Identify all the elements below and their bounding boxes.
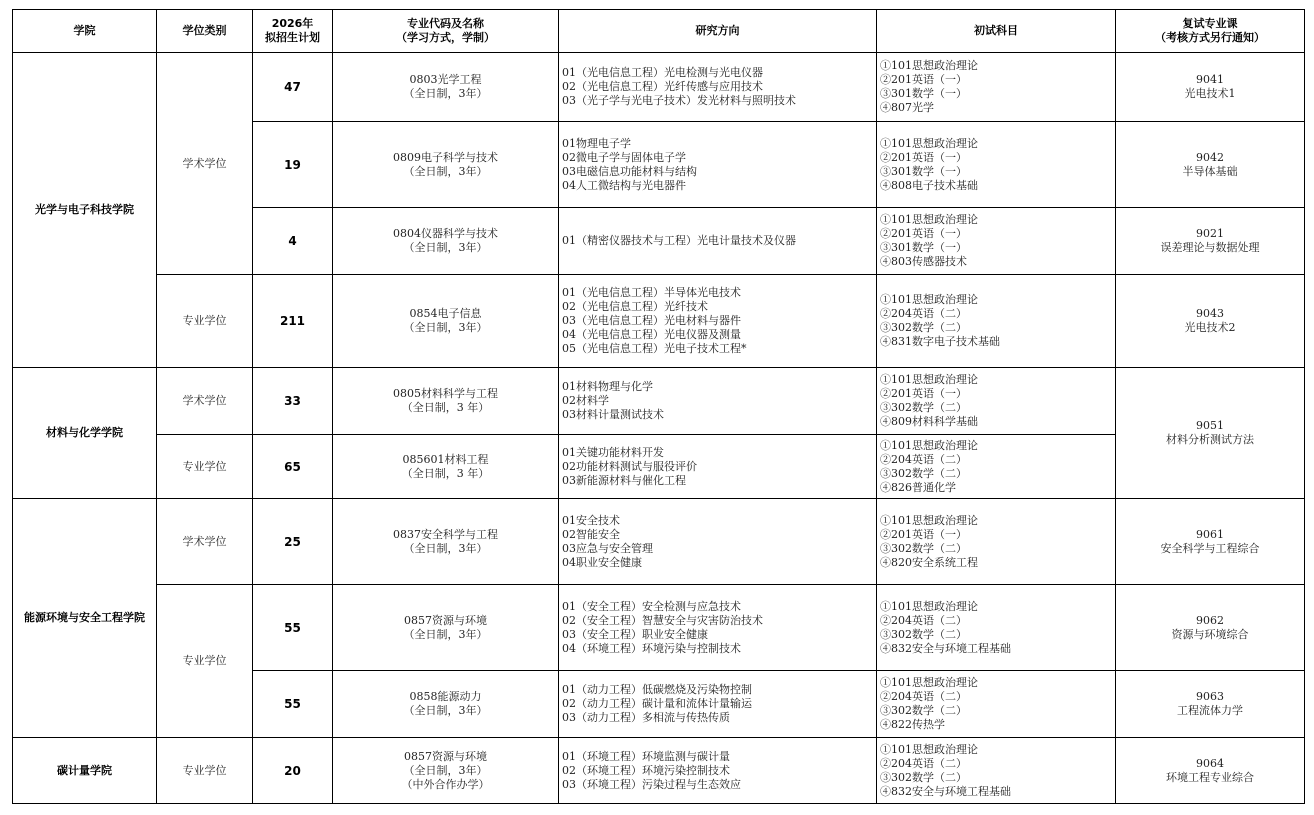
- major-line: 085601材料工程: [402, 452, 489, 466]
- table-row: [13, 585, 1305, 671]
- retest-line: 9051: [1196, 419, 1224, 432]
- exam-line: ④803传感器技术: [880, 255, 967, 268]
- retest-cell: [1116, 368, 1305, 499]
- degree-type-cell: 学术学位: [157, 499, 253, 585]
- major-cell: [333, 368, 559, 435]
- direction-cell: [559, 499, 877, 585]
- major-line: 0854电子信息: [409, 307, 482, 320]
- major-line: 0857资源与环境: [404, 749, 487, 763]
- college-cell: 光学与电子科技学院: [13, 53, 157, 368]
- plan-count-cell: 55: [253, 671, 333, 738]
- retest-line: 资源与环境综合: [1171, 627, 1249, 641]
- admissions-table: [12, 9, 1305, 804]
- major-line: 0858能源动力: [409, 690, 482, 703]
- table-row: [13, 368, 1305, 435]
- direction-line: 04人工微结构与光电器件: [562, 178, 686, 192]
- direction-line: 01材料物理与化学: [562, 380, 653, 393]
- exam-line: ③302数学（二）: [880, 627, 967, 641]
- direction-line: 03（光电信息工程）光电材料与器件: [562, 314, 741, 327]
- exam-line: ③301数学（一）: [880, 241, 967, 254]
- exam-line: ②201英语（一）: [880, 227, 967, 240]
- exam-line: ①101思想政治理论: [880, 438, 978, 452]
- header-college: 学院: [13, 10, 157, 53]
- exam-line: ②201英语（一）: [880, 527, 967, 541]
- exam-line: ③302数学（二）: [880, 541, 967, 555]
- exam-cell: [877, 435, 1116, 499]
- retest-line: 半导体基础: [1182, 164, 1238, 178]
- direction-cell: [559, 275, 877, 368]
- header-row: [13, 10, 1305, 53]
- header-direction: 研究方向: [559, 10, 877, 53]
- header-retest: 复试专业课 （考核方式另行通知）: [1116, 10, 1305, 53]
- direction-line: 02（光电信息工程）光纤传感与应用技术: [562, 80, 763, 93]
- retest-line: 9061: [1196, 527, 1224, 541]
- degree-type-cell: 专业学位: [157, 585, 253, 738]
- major-line: （全日制，3 年）: [401, 466, 490, 480]
- exam-line: ④832安全与环境工程基础: [880, 784, 1011, 798]
- exam-line: ④807光学: [880, 101, 934, 114]
- major-line: （全日制，3年）: [403, 164, 488, 178]
- direction-line: 02（动力工程）碳计量和流体计量输运: [562, 697, 752, 710]
- header-major: 专业代码及名称 （学习方式，学制）: [333, 10, 559, 53]
- retest-line: 9064: [1196, 756, 1224, 770]
- direction-line: 03（动力工程）多相流与传热传质: [562, 711, 730, 724]
- exam-line: ①101思想政治理论: [880, 293, 978, 306]
- plan-count-cell: 20: [253, 738, 333, 804]
- admissions-table-sheet: [12, 9, 1304, 802]
- direction-line: 01安全技术: [562, 513, 620, 527]
- header-degree-type: 学位类别: [157, 10, 253, 53]
- plan-count-cell: 55: [253, 585, 333, 671]
- direction-line: 03（光子学与光电子技术）发光材料与照明技术: [562, 94, 796, 107]
- direction-line: 01（光电信息工程）半导体光电技术: [562, 286, 741, 299]
- table-row: [13, 53, 1305, 122]
- major-line: （全日制，3年）: [403, 541, 488, 555]
- direction-line: 03材料计量测试技术: [562, 408, 664, 421]
- direction-line: 01物理电子学: [562, 136, 631, 150]
- exam-line: ②204英语（二）: [880, 690, 967, 703]
- exam-cell: [877, 275, 1116, 368]
- plan-count-cell: 19: [253, 122, 333, 208]
- exam-line: ④831数字电子技术基础: [880, 335, 1000, 348]
- retest-line: 材料分析测试方法: [1166, 433, 1254, 446]
- retest-line: 9042: [1196, 150, 1224, 164]
- degree-type-cell: 专业学位: [157, 275, 253, 368]
- retest-line: 误差理论与数据处理: [1160, 241, 1260, 254]
- exam-line: ④832安全与环境工程基础: [880, 641, 1011, 655]
- direction-line: 02功能材料测试与服役评价: [562, 459, 697, 473]
- major-line: （全日制，3年）: [403, 627, 488, 641]
- plan-count-cell: 25: [253, 499, 333, 585]
- retest-cell: [1116, 738, 1305, 804]
- table-row: [13, 738, 1305, 804]
- major-cell: [333, 208, 559, 275]
- major-line: 0809电子科学与技术: [393, 150, 498, 164]
- exam-line: ③302数学（二）: [880, 321, 967, 334]
- exam-line: ①101思想政治理论: [880, 513, 978, 527]
- direction-line: 02（光电信息工程）光纤技术: [562, 300, 708, 313]
- retest-cell: [1116, 122, 1305, 208]
- direction-line: 03电磁信息功能材料与结构: [562, 164, 697, 178]
- exam-line: ①101思想政治理论: [880, 373, 978, 386]
- major-line: （中外合作办学）: [401, 777, 490, 791]
- exam-line: ①101思想政治理论: [880, 59, 978, 72]
- exam-line: ③302数学（二）: [880, 770, 967, 784]
- direction-line: 02智能安全: [562, 527, 620, 541]
- direction-line: 02材料学: [562, 394, 609, 407]
- direction-cell: [559, 208, 877, 275]
- retest-cell: [1116, 671, 1305, 738]
- plan-count-cell: 33: [253, 368, 333, 435]
- major-line: （全日制，3年）: [403, 704, 488, 717]
- direction-line: 05（光电信息工程）光电子技术工程*: [562, 342, 747, 355]
- exam-line: ①101思想政治理论: [880, 213, 978, 226]
- table-row: [13, 499, 1305, 585]
- exam-line: ①101思想政治理论: [880, 599, 978, 613]
- header-exam: 初试科目: [877, 10, 1116, 53]
- direction-line: 04（环境工程）环境污染与控制技术: [562, 641, 741, 655]
- exam-line: ④826普通化学: [880, 480, 956, 494]
- major-cell: [333, 435, 559, 499]
- exam-line: ③302数学（二）: [880, 466, 967, 480]
- exam-line: ②204英语（二）: [880, 452, 967, 466]
- direction-line: 04（光电信息工程）光电仪器及测量: [562, 328, 741, 341]
- major-line: （全日制，3年）: [403, 763, 488, 777]
- retest-line: 9021: [1196, 227, 1224, 240]
- direction-line: 03新能源材料与催化工程: [562, 473, 686, 487]
- major-line: 0857资源与环境: [404, 613, 487, 627]
- major-cell: [333, 585, 559, 671]
- direction-line: 04职业安全健康: [562, 555, 642, 569]
- degree-type-cell: 专业学位: [157, 435, 253, 499]
- plan-count-cell: 65: [253, 435, 333, 499]
- direction-line: 01（光电信息工程）光电检测与光电仪器: [562, 66, 763, 79]
- major-cell: [333, 122, 559, 208]
- direction-cell: [559, 585, 877, 671]
- degree-type-cell: 学术学位: [157, 53, 253, 275]
- exam-line: ③302数学（二）: [880, 401, 967, 414]
- exam-line: ②204英语（二）: [880, 756, 967, 770]
- exam-line: ②204英语（二）: [880, 613, 967, 627]
- major-cell: [333, 738, 559, 804]
- exam-line: ③302数学（二）: [880, 704, 967, 717]
- exam-line: ①101思想政治理论: [880, 676, 978, 689]
- exam-line: ④820安全系统工程: [880, 555, 978, 569]
- exam-line: ③301数学（一）: [880, 87, 967, 100]
- major-line: 0804仪器科学与技术: [393, 227, 498, 240]
- exam-line: ②204英语（二）: [880, 307, 967, 320]
- major-cell: [333, 671, 559, 738]
- plan-count-cell: 211: [253, 275, 333, 368]
- retest-cell: [1116, 53, 1305, 122]
- exam-cell: [877, 368, 1116, 435]
- exam-line: ①101思想政治理论: [880, 742, 978, 756]
- major-line: （全日制，3年）: [403, 241, 488, 254]
- direction-cell: [559, 368, 877, 435]
- direction-cell: [559, 122, 877, 208]
- table-row: [13, 435, 1305, 499]
- major-line: 0837安全科学与工程: [393, 527, 498, 541]
- retest-line: 安全科学与工程综合: [1160, 541, 1260, 555]
- exam-line: ②201英语（一）: [880, 387, 967, 400]
- direction-line: 03应急与安全管理: [562, 541, 653, 555]
- major-line: （全日制，3年）: [403, 321, 488, 334]
- table-row: [13, 275, 1305, 368]
- exam-line: ②201英语（一）: [880, 150, 967, 164]
- table-body: [13, 53, 1305, 804]
- direction-line: 03（环境工程）污染过程与生态效应: [562, 777, 741, 791]
- exam-cell: [877, 208, 1116, 275]
- retest-line: 9063: [1196, 690, 1224, 703]
- retest-cell: [1116, 499, 1305, 585]
- direction-cell: [559, 671, 877, 738]
- major-line: 0803光学工程: [409, 73, 482, 86]
- retest-line: 9043: [1196, 307, 1224, 320]
- retest-line: 环境工程专业综合: [1166, 770, 1254, 784]
- major-line: （全日制，3年）: [403, 87, 488, 100]
- exam-cell: [877, 738, 1116, 804]
- degree-type-cell: 学术学位: [157, 368, 253, 435]
- direction-cell: [559, 738, 877, 804]
- major-cell: [333, 499, 559, 585]
- exam-line: ②201英语（一）: [880, 73, 967, 86]
- direction-cell: [559, 53, 877, 122]
- header-plan: 2026年 拟招生计划: [253, 10, 333, 53]
- exam-line: ④822传热学: [880, 718, 945, 731]
- college-cell: 碳计量学院: [13, 738, 157, 804]
- direction-line: 02微电子学与固体电子学: [562, 150, 686, 164]
- direction-line: 01（环境工程）环境监测与碳计量: [562, 749, 730, 763]
- college-cell: 材料与化学学院: [13, 368, 157, 499]
- retest-line: 光电技术1: [1184, 87, 1236, 100]
- retest-line: 工程流体力学: [1177, 704, 1243, 717]
- retest-line: 9041: [1196, 73, 1224, 86]
- exam-cell: [877, 53, 1116, 122]
- exam-cell: [877, 499, 1116, 585]
- retest-line: 9062: [1196, 613, 1224, 627]
- direction-line: 03（安全工程）职业安全健康: [562, 627, 708, 641]
- direction-line: 01（安全工程）安全检测与应急技术: [562, 599, 741, 613]
- exam-line: ③301数学（一）: [880, 164, 967, 178]
- direction-line: 01（精密仪器技术与工程）光电计量技术及仪器: [562, 234, 796, 247]
- exam-line: ④809材料科学基础: [880, 415, 978, 428]
- exam-line: ④808电子技术基础: [880, 178, 978, 192]
- exam-line: ①101思想政治理论: [880, 136, 978, 150]
- retest-cell: [1116, 208, 1305, 275]
- retest-line: 光电技术2: [1184, 321, 1236, 334]
- direction-cell: [559, 435, 877, 499]
- direction-line: 01（动力工程）低碳燃烧及污染物控制: [562, 683, 752, 696]
- exam-cell: [877, 585, 1116, 671]
- exam-cell: [877, 671, 1116, 738]
- plan-count-cell: 47: [253, 53, 333, 122]
- plan-count-cell: 4: [253, 208, 333, 275]
- major-cell: [333, 275, 559, 368]
- direction-line: 01关键功能材料开发: [562, 445, 664, 459]
- major-line: （全日制，3 年）: [401, 401, 490, 414]
- retest-cell: [1116, 585, 1305, 671]
- retest-cell: [1116, 275, 1305, 368]
- direction-line: 02（安全工程）智慧安全与灾害防治技术: [562, 613, 763, 627]
- major-cell: [333, 53, 559, 122]
- college-cell: 能源环境与安全工程学院: [13, 499, 157, 738]
- exam-cell: [877, 122, 1116, 208]
- degree-type-cell: 专业学位: [157, 738, 253, 804]
- major-line: 0805材料科学与工程: [393, 387, 498, 400]
- direction-line: 02（环境工程）环境污染控制技术: [562, 763, 730, 777]
